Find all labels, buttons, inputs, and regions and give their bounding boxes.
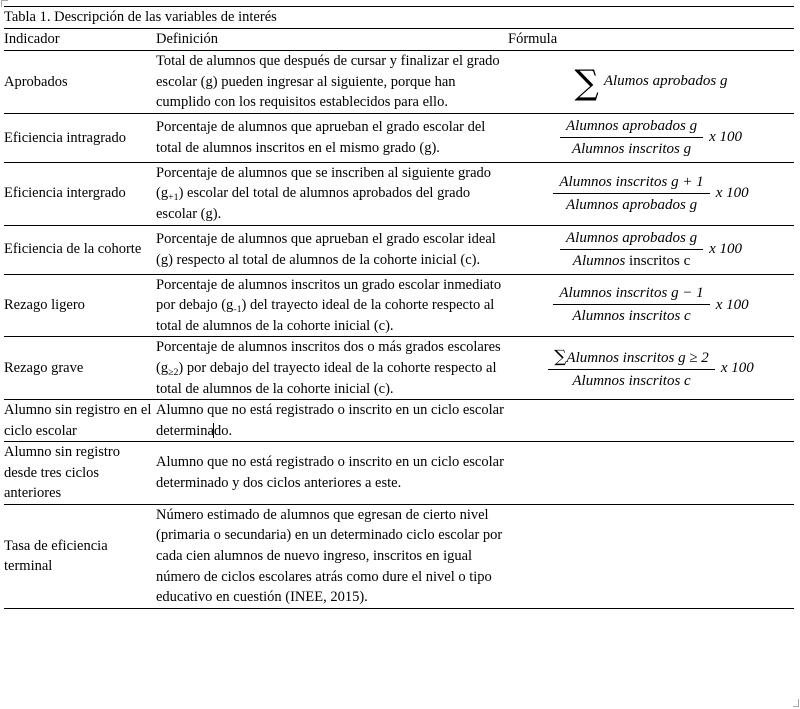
table-row [4,442,794,505]
table-caption-row [4,7,794,29]
formula-multiplier: x 100 [709,129,743,146]
indicator-name: Eficiencia intergrado [4,162,156,225]
definition-text: Porcentaje de alumnos que se inscriben al siguiente grado (g [156,164,492,202]
formula-multiplier: x 100 [715,185,749,202]
indicator-name: Aprobados [4,51,156,114]
formula-expression [508,170,794,218]
fraction-numerator: Alumnos aprobados g [560,118,703,138]
definition-text-cont: ) del trayecto ideal de la cohorte respecto al total de alumnos de la cohorte inicial (c). [156,297,495,334]
fraction-numerator: Alumnos inscritos g − 1 [553,285,709,305]
fraction-denominator: Alumnos inscritos c [572,308,691,325]
indicator-formula [508,113,794,162]
indicator-formula [508,51,794,114]
definition-text: Alumno que no está registrado o inscrito en un ciclo escolar determinado y dos ciclos anteriores a este. [156,454,504,492]
table-row [4,400,794,442]
table-row [4,162,794,225]
fraction-denominator [567,250,697,270]
fraction-numerator: Alumnos inscritos g + 1 [553,174,709,194]
fraction-numerator [548,347,715,370]
indicator-definition [156,274,508,337]
column-header-indicator: Indicador [4,29,156,51]
definition-subscript: +1 [168,192,179,204]
table-row [4,113,794,162]
indicator-definition [156,337,508,400]
summation-icon: ∑ [574,63,599,104]
indicator-formula [508,274,794,337]
table-row [4,504,794,608]
fraction [560,118,703,158]
definition-text-cont: ) por debajo del trayecto ideal de la cohorte respecto al total de alumnos de la cohorte inicial (c). [156,359,497,397]
table-header-row [4,29,794,51]
indicator-formula [508,442,794,505]
indicator-definition[interactable] [156,400,508,442]
fraction [548,347,715,390]
indicator-definition [156,442,508,505]
indicator-formula [508,504,794,608]
formula-expression [508,226,794,274]
column-header-formula: Fórmula [508,29,794,51]
indicator-name: Rezago grave [4,337,156,400]
indicator-definition [156,162,508,225]
fraction-denominator: Alumnos aprobados g [565,196,698,213]
definition-text: Porcentaje de alumnos inscritos un grado escolar inmediato por debajo (g [156,276,502,314]
definition-text: Porcentaje de alumnos que aprueban el grado escolar del total de alumnos inscritos en el mismo grado (g). [156,119,486,156]
formula-body: Alumos aprobados g [603,73,728,90]
indicator-name: Rezago ligero [4,274,156,337]
indicator-definition [156,225,508,274]
table-resize-handle-icon[interactable] [793,699,799,707]
indicator-formula [508,400,794,442]
fraction [560,230,703,270]
indicator-formula [508,162,794,225]
fraction [553,174,709,214]
definition-text: Porcentaje de alumnos inscritos dos o más grados escolares (g [156,339,501,376]
indicator-definition [156,113,508,162]
indicator-name: Eficiencia intragrado [4,113,156,162]
indicator-definition [156,51,508,114]
table-row [4,225,794,274]
fraction [553,285,709,325]
definition-subscript: ≥2 [168,366,179,378]
definition-text-cont: do. [213,422,233,439]
column-header-definition: Definición [156,29,508,51]
definition-subscript: -1 [233,303,242,315]
table-row [4,337,794,400]
indicator-name: Alumno sin registro en el ciclo escolar [4,400,156,442]
indicator-name: Tasa de eficiencia terminal [4,504,156,608]
fraction-denominator: Alumnos inscritos c [572,372,691,389]
table-caption: Tabla 1. Descripción de las variables de interés [4,7,794,29]
fraction-denominator: Alumnos inscritos g [571,140,692,157]
formula-expression [508,343,794,394]
summation-icon: ∑ [554,346,567,367]
indicator-name: Alumno sin registro desde tres ciclos anteriores [4,442,156,505]
fraction-numerator: Alumnos aprobados g [560,230,703,250]
formula-expression [508,114,794,162]
formula-multiplier: x 100 [720,359,754,376]
indicator-formula [508,337,794,400]
denominator-upright-part: inscritos c [629,252,691,269]
indicator-formula [508,225,794,274]
indicator-name: Eficiencia de la cohorte [4,225,156,274]
formula-multiplier: x 100 [715,296,749,313]
definition-text: Número estimado de alumnos que egresan de cierto nivel (primaria o secundaria) en un determinado ciclo escolar por cada cien alumnos de nuevo ingreso, inscritos en igual número de ciclos escolares atrás como dure el nivel o tipo educativo en cuestión (INEE, 2015). [156,506,503,606]
numerator-text: Alumnos inscritos g ≥ 2 [566,349,709,366]
definition-text: Porcentaje de alumnos que aprueban el grado escolar ideal (g) respecto al total de alumnos de la cohorte inicial (c). [156,230,496,268]
definition-text: Alumno que no está registrado o inscrito en un ciclo escolar determina [156,402,504,439]
definition-text: Total de alumnos que después de cursar y finalizar el grado escolar (g) pueden ingresar al siguiente, porque han cumplido con los requisitos establecidos para ello. [156,53,500,111]
indicator-definition [156,504,508,608]
formula-expression [508,63,794,104]
table-row [4,51,794,114]
variables-table [4,6,794,609]
table-row [4,274,794,337]
denominator-italic-part: Alumnos [572,252,626,269]
formula-expression [508,281,794,329]
formula-multiplier: x 100 [709,241,743,258]
definition-text-cont: ) escolar del total de alumnos aprobados del grado escolar (g). [156,185,471,222]
